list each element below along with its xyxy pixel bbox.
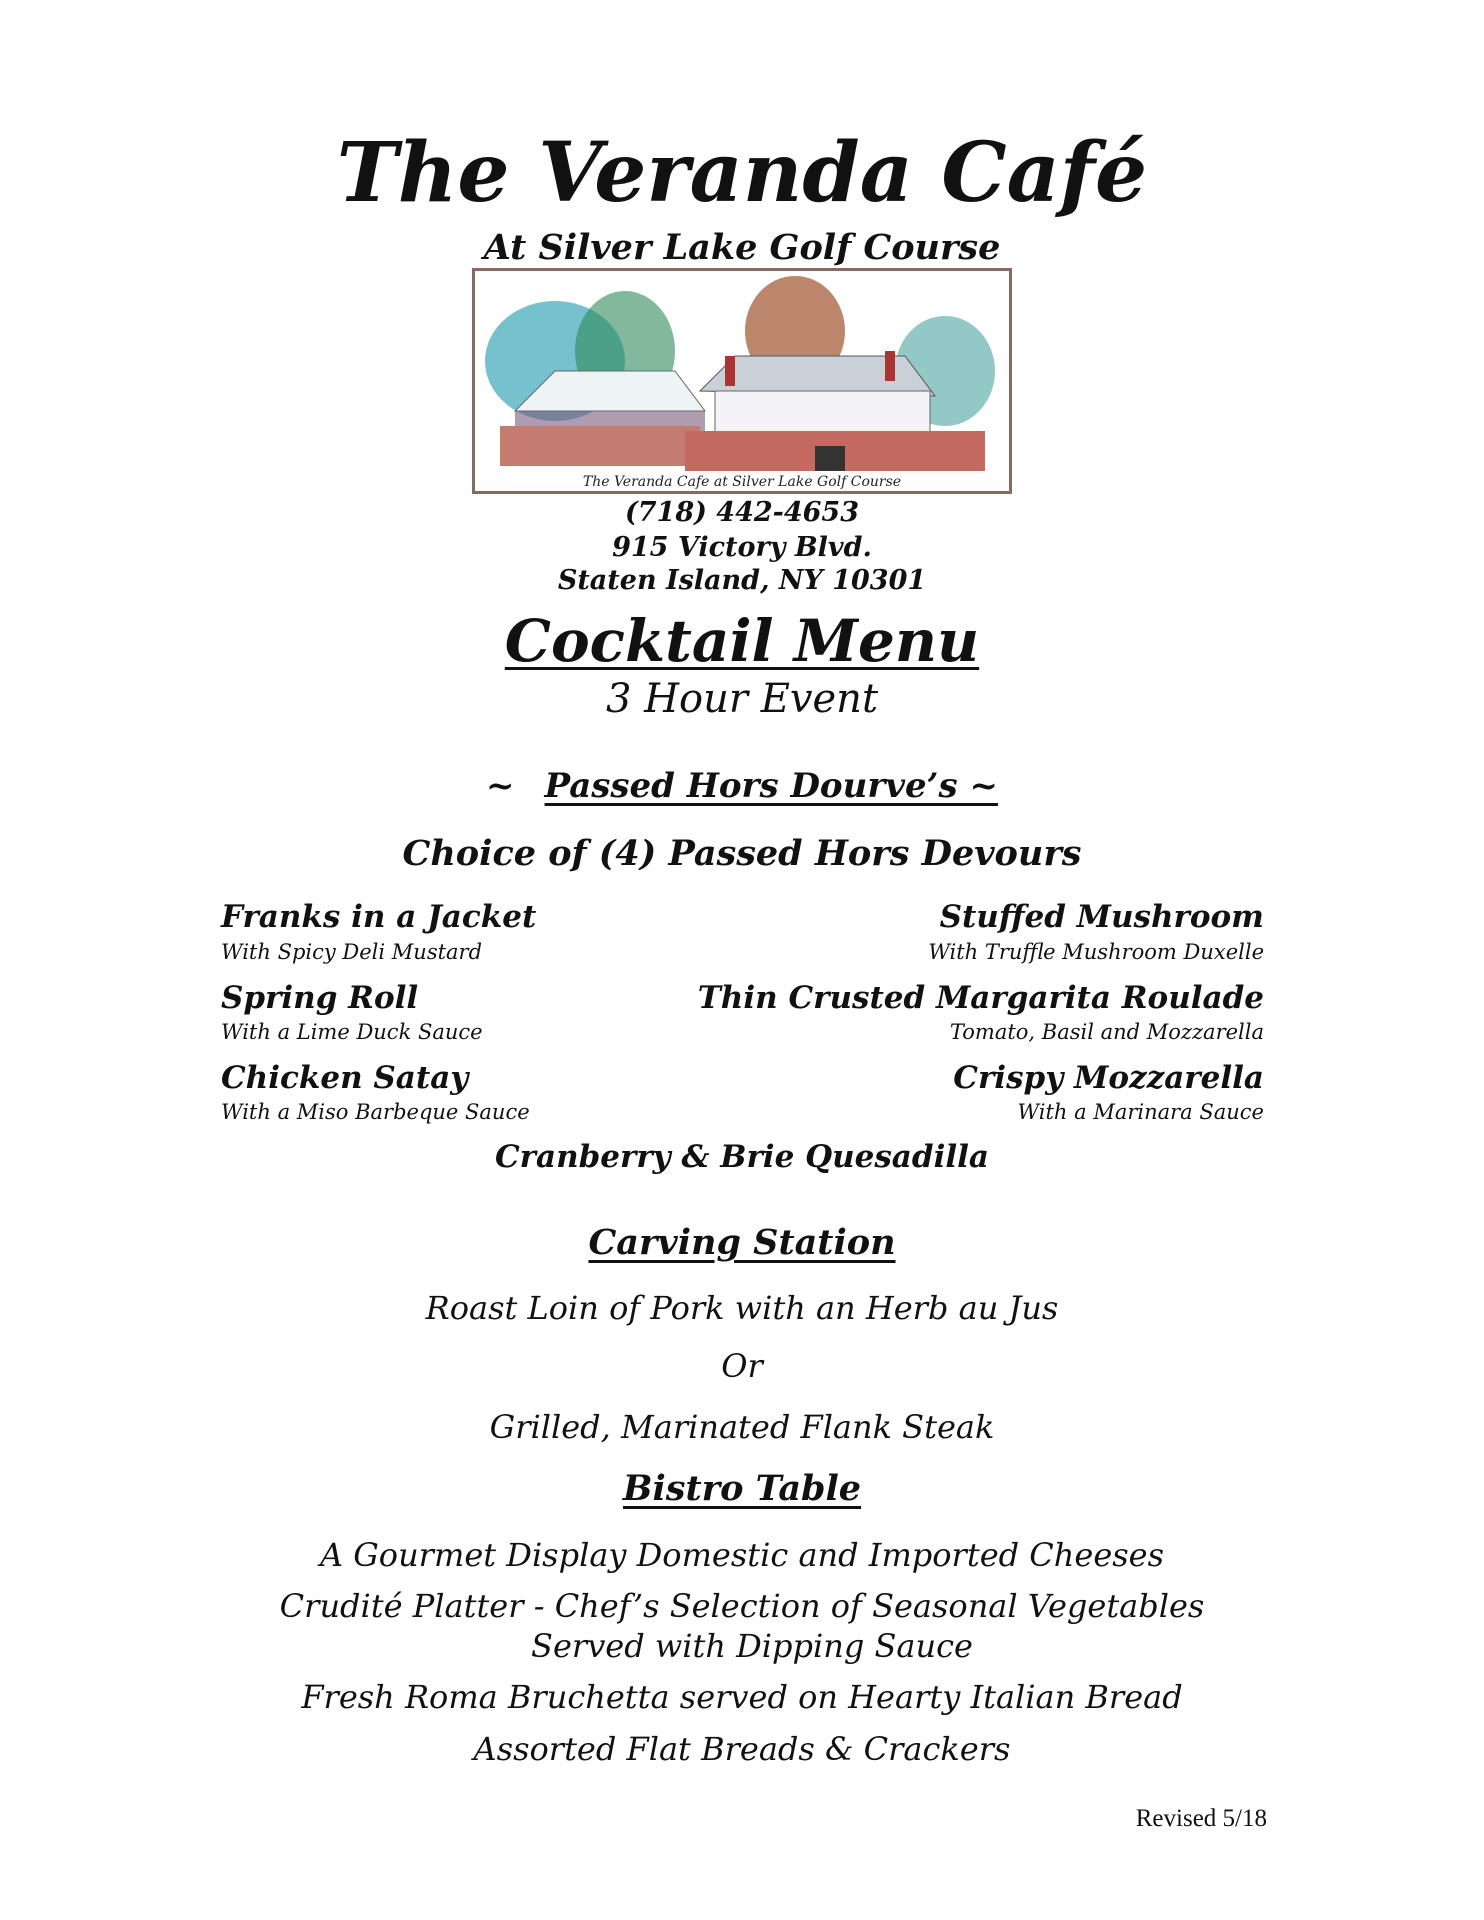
bistro-heading: Bistro Table	[622, 1468, 862, 1509]
passed-heading	[0, 766, 1484, 806]
item-desc: With a Marinara Sauce	[1017, 1100, 1264, 1124]
bistro-item: Fresh Roma Bruchetta served on Hearty Italian Bread	[301, 1678, 1183, 1716]
passed-heading-text: Passed Hors Dourve’s ~	[544, 766, 998, 806]
address-line-1: 915 Victory Blvd.	[612, 532, 872, 563]
item-desc: With Truffle Mushroom Duxelle	[928, 940, 1264, 964]
bistro-item: A Gourmet Display Domestic and Imported Cheeses	[319, 1536, 1165, 1574]
item-name: Stuffed Mushroom	[939, 899, 1264, 935]
item-name: Chicken Satay	[221, 1060, 469, 1096]
phone-number: (718) 442-4653	[624, 497, 860, 528]
item-name: Crispy Mozzarella	[953, 1060, 1264, 1096]
center-item: Cranberry & Brie Quesadilla	[494, 1139, 989, 1175]
carving-or: Or	[721, 1347, 763, 1385]
menu-title: Cocktail Menu	[504, 607, 980, 675]
tilde: ~	[486, 766, 515, 806]
carving-item: Grilled, Marinated Flank Steak	[489, 1408, 995, 1446]
bistro-item: Crudité Platter - Chef’s Selection of Seasonal Vegetables	[279, 1587, 1205, 1625]
restaurant-illustration	[472, 268, 1012, 494]
choice-text: Choice of (4) Passed Hors Devours	[402, 833, 1082, 874]
carving-heading: Carving Station	[588, 1222, 896, 1263]
item-desc: With a Lime Duck Sauce	[221, 1020, 483, 1044]
event-duration: 3 Hour Event	[605, 676, 879, 722]
item-name: Spring Roll	[221, 980, 419, 1016]
item-desc: With a Miso Barbeque Sauce	[221, 1100, 530, 1124]
restaurant-subtitle: At Silver Lake Golf Course	[483, 227, 1001, 268]
building-illustration	[475, 271, 1009, 491]
restaurant-title: The Veranda Café	[336, 125, 1148, 221]
item-desc: Tomato, Basil and Mozzarella	[949, 1020, 1264, 1044]
svg-text:The Veranda Cafe at Silver Lak: The Veranda Cafe at Silver Lake Golf Course	[582, 474, 902, 490]
item-name: Thin Crusted Margarita Roulade	[697, 980, 1264, 1016]
item-desc: With Spicy Deli Mustard	[221, 940, 483, 964]
address-line-2: Staten Island, NY 10301	[557, 565, 927, 596]
carving-item: Roast Loin of Pork with an Herb au Jus	[425, 1289, 1059, 1327]
item-name: Franks in a Jacket	[221, 899, 537, 935]
revised-date: Revised 5/18	[1135, 1805, 1267, 1832]
bistro-item: Served with Dipping Sauce	[531, 1627, 973, 1665]
bistro-item: Assorted Flat Breads & Crackers	[473, 1730, 1011, 1768]
